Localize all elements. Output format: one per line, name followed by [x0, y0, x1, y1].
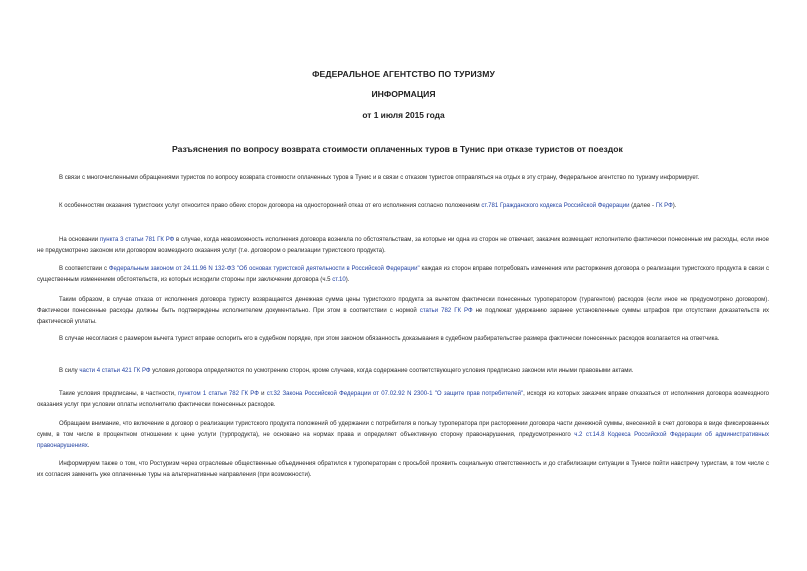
- paragraph-text: .: [87, 443, 90, 449]
- paragraph-text: В соответствии с: [59, 266, 109, 272]
- paragraph: [37, 459, 769, 481]
- paragraph: [37, 264, 769, 286]
- paragraph: [37, 419, 769, 452]
- paragraph-text: Информируем также о том, что Ростуризм через отраслевые общественные объединения обратился к туроператорам с просьбой проявить социальную ответственность и до стабилизации ситуации в Тунисе пойти навстречу туристам, в том числе с их согласия заменить уже оплаченные туры на альтернативные направления (при возможности).: [37, 461, 769, 478]
- legal-reference-link[interactable]: Федеральным законом от 24.11.96 N 132-ФЗ "Об основах туристской деятельности в Российской Федерации": [108, 266, 420, 272]
- legal-reference-link[interactable]: статьи 782 ГК РФ: [419, 308, 473, 314]
- paragraph-text: В случае несогласия с размером вычета турист вправе оспорить его в судебном порядке, при этом законом обязанность доказывания в судебном разбирательстве размера фактически понесенных расходов возлагается на ответчика.: [59, 336, 720, 342]
- paragraph-text: К особенностям оказания туристских услуг относится право обеих сторон договора на односторонний отказ от его исполнения согласно положениям: [59, 203, 482, 209]
- document-subject: Разъяснения по вопросу возврата стоимости оплаченных туров в Тунис при отказе туристов от поездок: [172, 144, 623, 154]
- paragraph-text: Такие условия предписаны, в частности,: [59, 391, 179, 397]
- paragraph-text: ).: [672, 203, 677, 209]
- paragraph-text: , исходя из которых заказчик вправе отказаться от исполнения договора возмездного оказания услуг при условии оплаты исполнителю фактически понесенных расходов.: [37, 391, 770, 408]
- paragraph-text: На основании: [59, 237, 100, 243]
- document-date: от 1 июля 2015 года: [362, 110, 445, 120]
- paragraph-text: ).: [345, 277, 350, 283]
- paragraph-text: Таким образом, в случае отказа от исполнения договора туристу возвращается денежная сумма цены туристского продукта за вычетом фактически понесенных туроператором (турагентом) расходов (если иное не предусмотрено договором). Фактически понесенные расходы должны быть подтверждены исполнителем документально. При этом в соответствии с нормой: [37, 297, 769, 314]
- paragraph: [37, 366, 769, 377]
- legal-reference-link[interactable]: пункта 3 статьи 781 ГК РФ: [99, 237, 175, 243]
- paragraph: [37, 389, 769, 411]
- legal-reference-link[interactable]: пунктом 1 статьи 782 ГК РФ: [178, 391, 259, 397]
- paragraph: [37, 235, 769, 257]
- legal-reference-link[interactable]: части 4 статьи 421 ГК РФ: [79, 368, 151, 374]
- paragraph-text: условия договора определяются по усмотрению сторон, кроме случаев, когда содержание соответствующего условия предписано законом или иными правовыми актами.: [150, 368, 634, 374]
- paragraph: [37, 201, 769, 212]
- paragraph-text: и: [258, 391, 267, 397]
- legal-reference-link[interactable]: ч.2 ст.14.8 Кодекса Российской Федерации об административных правонарушениях: [37, 432, 769, 449]
- paragraph-text: Обращаем внимание, что включение в договор о реализации туристского продукта положений об удержании с потребителя в пользу туроператора при расторжении договора части денежной суммы, внесенной в счет договора в виде фиксированных сумм, в том числе в процентном отношении к цене услуги (турпродукта), не основано на нормах права и определяет объективную сторону правонарушения, предусмотренного: [37, 421, 769, 438]
- paragraph: [37, 295, 769, 328]
- paragraph: [37, 334, 769, 345]
- agency-heading: ФЕДЕРАЛЬНОЕ АГЕНТСТВО ПО ТУРИЗМУ: [312, 69, 495, 79]
- paragraph-text: (далее -: [629, 203, 656, 209]
- legal-reference-link[interactable]: ст.781 Гражданского кодекса Российской Федерации: [481, 203, 630, 209]
- paragraph-text: не подлежат удержанию заранее установленные суммы штрафов при отсутствии доказательств их фактической уплаты.: [37, 308, 769, 325]
- paragraph-text: В связи с многочисленными обращениями туристов по вопросу возврата стоимости оплаченных туров в Тунис и в связи с отказом туристов отправляться на отдых в эту страну, Федеральное агентство по туризму информирует.: [59, 175, 700, 181]
- legal-reference-link[interactable]: ст.32 Закона Российской Федерации от 07.02.92 N 2300-1 "О защите прав потребителей": [266, 391, 524, 397]
- document-type-heading: ИНФОРМАЦИЯ: [371, 89, 436, 99]
- paragraph-text: в случае, когда невозможность исполнения договора возникла по обстоятельствам, за которые ни одна из сторон не отвечает, заказчик возмещает исполнителю фактически понесенные им расходы, если иное не предусмотрено законом или договором возмездного оказания услуг (т.е. договором о реализации туристского продукта).: [37, 237, 769, 254]
- paragraph-text: каждая из сторон вправе потребовать изменения или расторжения договора о реализации туристского продукта в связи с существенным изменением обстоятельств, из которых исходили стороны при заключении договора (ч.5: [37, 266, 769, 283]
- legal-reference-link[interactable]: ГК РФ: [655, 203, 673, 209]
- paragraph-text: В силу: [59, 368, 80, 374]
- paragraph: [37, 173, 769, 184]
- legal-reference-link[interactable]: ст.10: [332, 277, 346, 283]
